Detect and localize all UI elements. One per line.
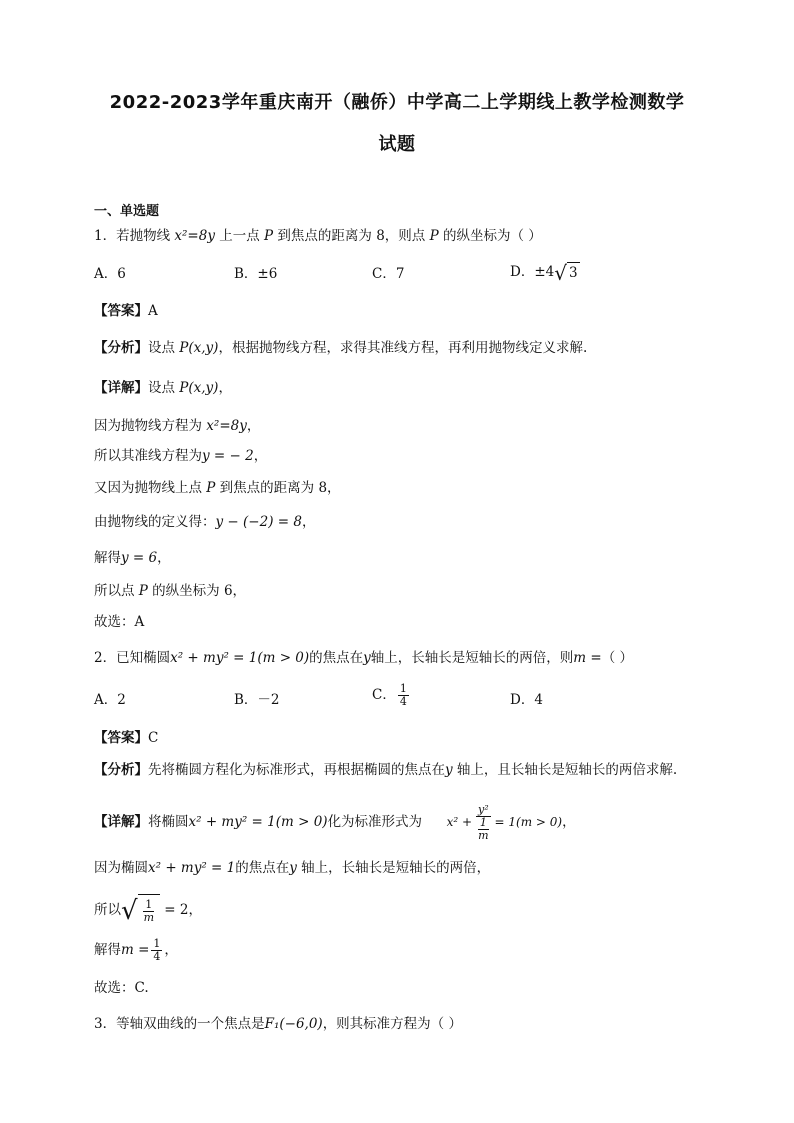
q1-option-b: B．±6 [234, 266, 278, 282]
q1-stem: 1．若抛物线 x²=8y 上一点 P 到焦点的距离为 8，则点 P 的纵坐标为（ ） [94, 228, 542, 244]
q1-detail-line2: 所以其准线方程为y = − 2， [94, 448, 268, 464]
q3-stem: 3．等轴双曲线的一个焦点是F₁(−6,0)，则其标准方程为（ ） [94, 1016, 462, 1032]
q1-answer: 【答案】A [94, 303, 158, 319]
q1-option-a: A．6 [94, 266, 126, 282]
q2-analysis: 【分析】先将椭圆方程化为标准形式，再根据椭圆的焦点在y 轴上，且长轴长是短轴长的两倍求解. [94, 762, 678, 778]
q2-answer: 【答案】C [94, 730, 159, 746]
q2-stem: 2．已知椭圆x² + my² = 1(m > 0)的焦点在y轴上，长轴长是短轴长的两倍，则m =（ ） [94, 650, 634, 666]
doc-title-line2: 试题 [378, 134, 416, 155]
q1-detail-line3: 又因为抛物线上点 P 到焦点的距离为 8， [94, 480, 341, 496]
q1-option-c: C．7 [372, 266, 405, 282]
section-heading: 一、单选题 [94, 204, 160, 219]
q1-detail: 【详解】设点 P(x,y)， [94, 380, 232, 396]
q2-option-c: C． $\frac{1}{4}$ [372, 682, 407, 708]
q2-detail-line4: 故选：C. [94, 980, 149, 996]
q1-detail-line6: 所以点 P 的纵坐标为 6， [94, 583, 247, 599]
q1-detail-line7: 故选：A [94, 614, 145, 630]
q2-detail-line1: 因为椭圆x² + my² = 1的焦点在y 轴上，长轴长是短轴长的两倍， [94, 860, 491, 876]
q2-option-a: A．2 [94, 692, 126, 708]
q1-detail-line5: 解得y = 6， [94, 550, 171, 566]
q1-detail-line4: 由抛物线的定义得：y − (−2) = 8， [94, 514, 316, 530]
q1-analysis: 【分析】设点 P(x,y)，根据抛物线方程，求得其准线方程，再利用抛物线定义求解. [94, 340, 588, 356]
q2-option-d: D．4 [510, 692, 543, 708]
q1-option-d: D．±4 √ 3 [510, 260, 578, 285]
q2-detail-line2: 所以 √ $\frac{1}{m}$ = 2， [94, 895, 202, 926]
doc-title-line1: 2022-2023学年重庆南开（融侨）中学高二上学期线上教学检测数学 [109, 92, 685, 113]
q2-detail-line3: 解得m = $\frac{1}{4}$ ， [94, 937, 178, 963]
q2-detail: 【详解】将椭圆x² + my² = 1(m > 0)化为标准形式为 x² + $\frac{\text{y²}}{\frac{1}{m}}$ = 1(m > 0)， [94, 802, 576, 842]
q1-detail-line1: 因为抛物线方程为 x²=8y， [94, 418, 261, 434]
q2-option-b: B．－2 [234, 692, 280, 708]
